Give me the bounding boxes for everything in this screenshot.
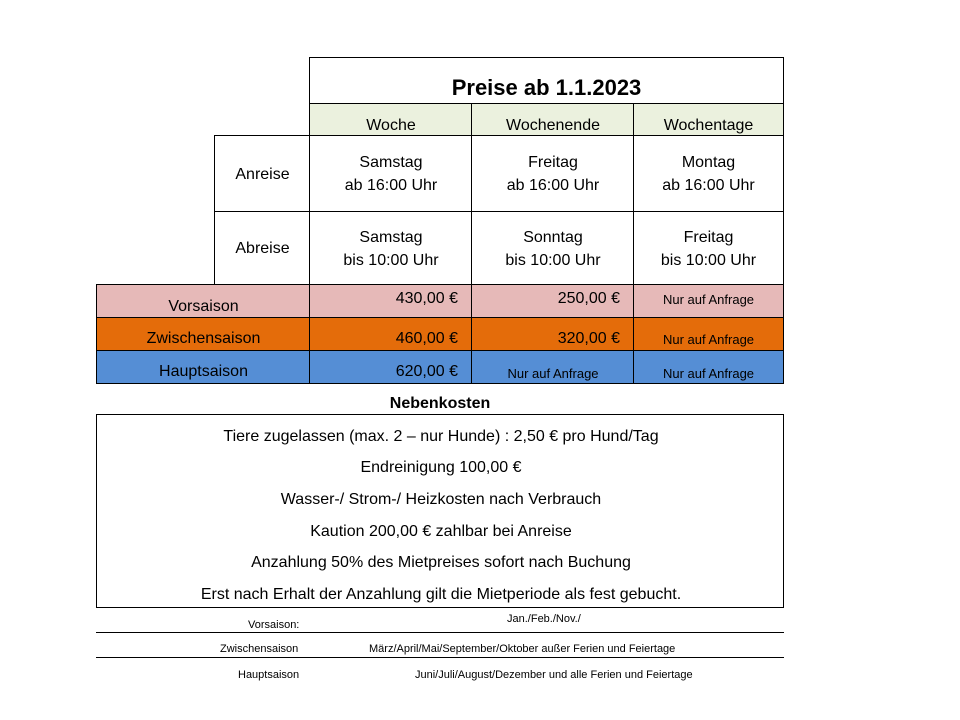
season-dates-months: März/April/Mai/September/Oktober außer Ferien und Feiertage [369,643,676,655]
abreise-woche-time: bis 10:00 Uhr [343,251,439,269]
abreise-wochentage-time: bis 10:00 Uhr [660,251,757,269]
abreise-wochenende-time: bis 10:00 Uhr [505,251,601,269]
nebenkosten-item: Erst nach Erhalt der Anzahlung gilt die Mietperiode als fest gebucht. [200,586,682,603]
season-dates-label: Hauptsaison [238,669,300,681]
column-header-woche: Woche [309,103,472,136]
season-dates-label: Vorsaison: [248,619,300,631]
anreise-woche-time: ab 16:00 Uhr [344,177,438,194]
anreise-woche [309,135,472,212]
anreise-woche-day: Samstag [359,154,423,171]
season-label-vorsaison: Vorsaison [96,284,310,318]
price-zwischensaison-wochenende: 320,00 € [471,317,634,351]
price-zwischensaison-woche: 460,00 € [309,317,472,351]
nebenkosten-title: Nebenkosten [389,395,491,412]
column-header-wochentage: Wochentage [633,103,784,136]
abreise-woche-day: Samstag [359,228,423,246]
price-hauptsaison-wochenende: Nur auf Anfrage [471,350,634,384]
price-vorsaison-wochentage: Nur auf Anfrage [633,284,784,318]
abreise-wochentage-day: Freitag [683,228,734,246]
anreise-wochentage-day: Montag [681,154,736,171]
anreise-wochenende [471,135,634,212]
price-zwischensaison-wochentage: Nur auf Anfrage [633,317,784,351]
price-hauptsaison-wochentage: Nur auf Anfrage [633,350,784,384]
season-dates-months: Juni/Juli/August/Dezember und alle Ferien und Feiertage [415,669,693,681]
season-dates-months: Jan./Feb./Nov./ [507,613,581,625]
nebenkosten-box [96,414,784,608]
divider [96,607,784,608]
nebenkosten-item: Kaution 200,00 € zahlbar bei Anreise [310,523,572,540]
nebenkosten-item: Wasser-/ Strom-/ Heizkosten nach Verbrauch [280,491,602,508]
nebenkosten-item: Tiere zugelassen (max. 2 – nur Hunde) : 2,50 € pro Hund/Tag [223,428,659,445]
divider [96,632,784,633]
column-header-wochenende: Wochenende [471,103,634,136]
price-hauptsaison-woche: 620,00 € [309,350,472,384]
anreise-wochentage-time: ab 16:00 Uhr [662,177,755,194]
price-vorsaison-wochenende: 250,00 € [471,284,634,318]
anreise-wochenende-time: ab 16:00 Uhr [506,177,600,194]
abreise-woche [309,211,472,285]
season-label-hauptsaison: Hauptsaison [96,350,310,384]
price-vorsaison-woche: 430,00 € [309,284,472,318]
nebenkosten-item: Endreinigung 100,00 € [360,459,522,476]
abreise-wochenende-day: Sonntag [523,228,583,246]
abreise-wochentage [633,211,784,285]
season-label-zwischensaison: Zwischensaison [96,317,310,351]
divider [96,657,784,658]
row-label-anreise: Anreise [214,135,310,212]
nebenkosten-item: Anzahlung 50% des Mietpreises sofort nach Buchung [251,554,631,571]
row-label-abreise: Abreise [214,211,310,285]
anreise-wochentage [633,135,784,212]
abreise-wochenende [471,211,634,285]
anreise-wochenende-day: Freitag [528,154,578,171]
price-table-title: Preise ab 1.1.2023 [309,57,784,104]
season-dates-label: Zwischensaison [220,643,299,655]
